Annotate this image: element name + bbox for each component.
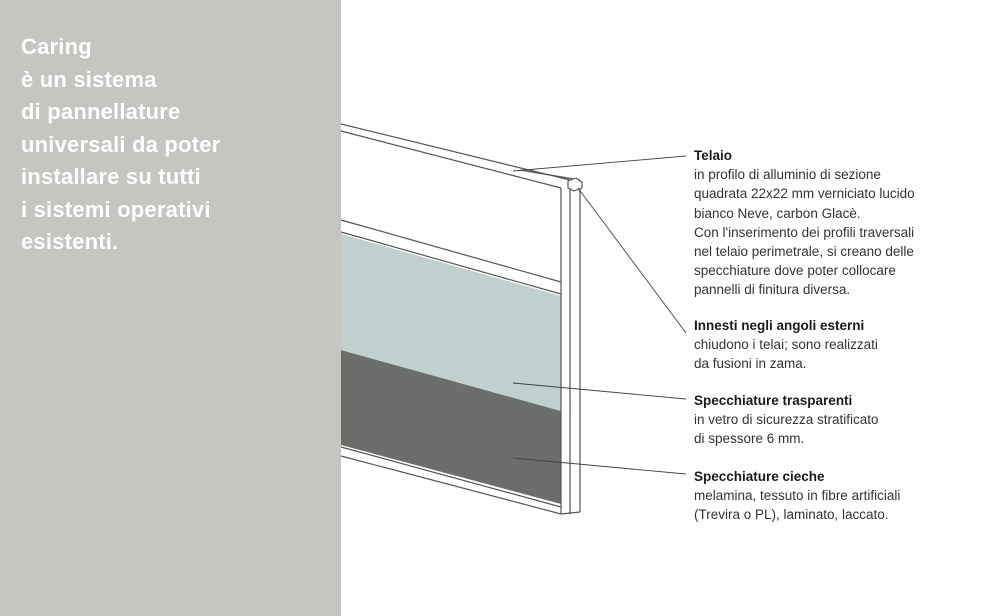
leader-innesti bbox=[578, 188, 686, 333]
callout-text: Con l'inserimento dei profili traversali bbox=[694, 224, 915, 240]
headline-line: installare su tutti bbox=[21, 164, 201, 189]
frame-top-rail-inner bbox=[341, 131, 561, 188]
callout-title: Specchiature trasparenti bbox=[694, 393, 853, 408]
callout-text: di spessore 6 mm. bbox=[694, 431, 805, 447]
callout-text: da fusioni in zama. bbox=[694, 356, 807, 372]
callout-text: in profilo di alluminio di sezione bbox=[694, 167, 881, 183]
callout-text: bianco Neve, carbon Glacè. bbox=[694, 205, 861, 221]
callout-text: specchiature dove poter collocare bbox=[694, 263, 896, 279]
headline-line: di pannellature bbox=[21, 99, 181, 124]
callout-title: Telaio bbox=[694, 148, 733, 163]
headline-line: esistenti. bbox=[21, 229, 119, 254]
callout-cieche bbox=[694, 467, 994, 525]
callout-trasparenti bbox=[694, 391, 994, 449]
callout-text: chiudono i telai; sono realizzati bbox=[694, 337, 878, 353]
headline-line: Caring bbox=[21, 34, 92, 59]
callout-text: melamina, tessuto in fibre artificiali bbox=[694, 488, 901, 504]
callout-text: pannelli di finitura diversa. bbox=[694, 282, 851, 298]
callout-text: (Trevira o PL), laminato, laccato. bbox=[694, 507, 889, 523]
callout-title: Innesti negli angoli esterni bbox=[694, 318, 865, 333]
frame-top-rail-outer bbox=[341, 124, 570, 180]
callout-telaio bbox=[694, 146, 994, 300]
corner-joint bbox=[568, 178, 582, 191]
headline-line: universali da poter bbox=[21, 131, 221, 157]
leader-telaio bbox=[513, 156, 686, 171]
callout-text: nel telaio perimetrale, si creano delle bbox=[694, 244, 914, 260]
callout-title: Specchiature cieche bbox=[694, 469, 825, 484]
callout-text: quadrata 22x22 mm verniciato lucido bbox=[694, 186, 915, 202]
frame-top-rail-back bbox=[520, 170, 580, 180]
headline-line: i sistemi operativi bbox=[21, 196, 211, 222]
callout-text: in vetro di sicurezza stratificato bbox=[694, 412, 879, 428]
headline-line: è un sistema bbox=[21, 66, 157, 92]
callout-innesti bbox=[694, 316, 994, 374]
